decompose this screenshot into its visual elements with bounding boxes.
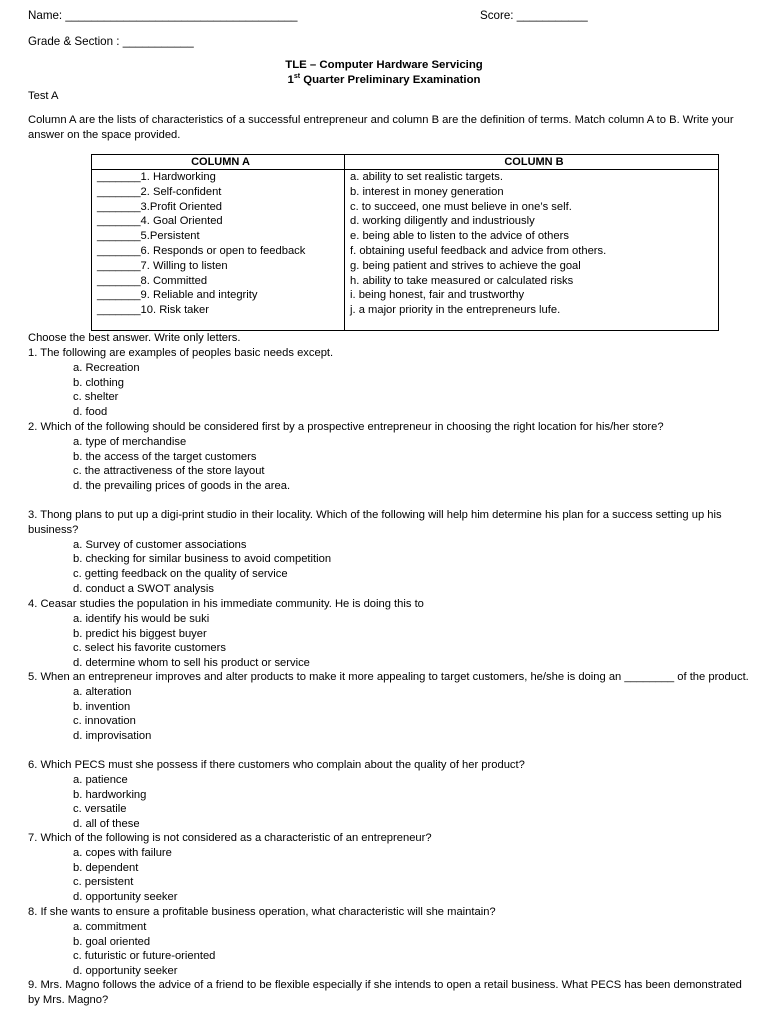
column-a-cell [92, 170, 345, 331]
table-header-row [92, 155, 719, 170]
answer-option: d. the prevailing prices of goods in the area. [73, 480, 291, 493]
column-b-item: f. obtaining useful feedback and advice from others. [350, 244, 607, 257]
answer-option: b. the access of the target customers [73, 450, 257, 463]
column-b-item: g. being patient and strives to achieve the goal [350, 259, 581, 272]
answer-option: a. commitment [73, 920, 147, 933]
table-body-row [92, 170, 719, 331]
answer-option: b. dependent [73, 861, 139, 874]
question-text: 5. When an entrepreneur improves and alter products to make it more appealing to target customers, he/she is doing an ________ of the product. [28, 671, 749, 683]
name-field-label: Name: ____________________________________ [28, 9, 298, 22]
answer-option: a. type of merchandise [73, 435, 187, 448]
answer-option: c. the attractiveness of the store layout [73, 465, 265, 478]
matching-table [91, 154, 719, 331]
column-a-header: COLUMN A [92, 155, 345, 170]
answer-option: d. opportunity seeker [73, 965, 178, 978]
answer-option: d. food [73, 406, 108, 419]
answer-option: b. hardworking [73, 788, 147, 801]
answer-option: c. innovation [73, 715, 136, 728]
answer-option: c. persistent [73, 876, 134, 889]
answer-option: c. futuristic or future-oriented [73, 950, 216, 963]
answer-option: a. patience [73, 773, 128, 786]
column-a-item: _______1. Hardworking [97, 171, 216, 183]
column-a-item: _______9. Reliable and integrity [97, 289, 258, 302]
column-b-item: j. a major priority in the entrepreneurs lufe. [350, 304, 561, 317]
question-text: 1. The following are examples of peoples basic needs except. [28, 347, 334, 359]
answer-option: b. clothing [73, 376, 124, 389]
answer-option: d. conduct a SWOT analysis [73, 583, 214, 595]
answer-option: c. select his favorite customers [73, 642, 226, 655]
column-b-item: i. being honest, fair and trustworthy [350, 289, 525, 302]
column-b-item: e. being able to listen to the advice of others [350, 230, 569, 243]
answer-option: b. goal oriented [73, 935, 151, 948]
column-b-cell [345, 170, 719, 331]
column-b-item: b. interest in money generation [350, 185, 504, 198]
answer-option: b. invention [73, 700, 131, 713]
answer-option: c. versatile [73, 803, 127, 816]
column-a-item: _______4. Goal Oriented [97, 215, 223, 228]
test-a-label: Test A [28, 90, 59, 102]
answer-option: a. alteration [73, 685, 132, 698]
score-field-label: Score: ___________ [480, 9, 588, 22]
test-a-instructions: Column A are the lists of characteristics of a successful entrepreneur and column B are the definition of terms. Match column A to B. Write your answer on the space provided. [28, 114, 734, 141]
answer-option: d. improvisation [73, 730, 152, 743]
column-a-item: _______8. Committed [97, 274, 208, 287]
column-b-item: a. ability to set realistic targets. [350, 171, 503, 183]
answer-option: a. identify his would be suki [73, 612, 210, 625]
test-b-instructions: Choose the best answer. Write only letters. [28, 332, 241, 344]
question-text: 8. If she wants to ensure a profitable business operation, what characteristic will she maintain? [28, 906, 496, 918]
exam-title: TLE – Computer Hardware Servicing [285, 59, 483, 71]
grade-section-label: Grade & Section : ___________ [28, 35, 194, 48]
column-a-item: _______10. Risk taker [97, 304, 209, 317]
question-text: 9. Mrs. Magno follows the advice of a friend to be flexible especially if she intends to open a retail business. What PECS has been demonstrated by Mrs. Magno? [28, 979, 742, 1006]
answer-option: b. predict his biggest buyer [73, 627, 207, 640]
column-a-item: _______7. Willing to listen [97, 259, 228, 272]
answer-option: c. getting feedback on the quality of service [73, 568, 288, 581]
answer-option: a. copes with failure [73, 846, 172, 859]
answer-option: b. checking for similar business to avoid competition [73, 553, 332, 566]
answer-option: c. shelter [73, 391, 119, 404]
answer-option: a. Survey of customer associations [73, 538, 247, 551]
column-a-item: _______2. Self-confident [97, 185, 222, 198]
question-text: 4. Ceasar studies the population in his immediate community. He is doing this to [28, 598, 424, 610]
column-a-item: _______5.Persistent [97, 230, 200, 243]
column-a-item: _______3.Profit Oriented [97, 200, 223, 213]
answer-option: a. Recreation [73, 361, 140, 374]
question-text: 6. Which PECS must she possess if there customers who complain about the quality of her product? [28, 759, 525, 771]
column-a-item: _______6. Responds or open to feedback [97, 244, 306, 257]
column-b-item: h. ability to take measured or calculated risks [350, 274, 574, 287]
column-b-item: c. to succeed, one must believe in one’s self. [350, 200, 572, 213]
question-text: 7. Which of the following is not considered as a characteristic of an entrepreneur? [28, 832, 432, 844]
column-b-item: d. working diligently and industriously [350, 215, 535, 228]
exam-subtitle: 1st Quarter Preliminary Examination [287, 73, 481, 86]
question-text: 3. Thong plans to put up a digi-print studio in their locality. Which of the following will help him determine his plan for a success setting up his business? [28, 509, 722, 536]
answer-option: d. opportunity seeker [73, 891, 178, 904]
column-b-header: COLUMN B [345, 155, 719, 170]
answer-option: d. determine whom to sell his product or service [73, 657, 310, 670]
answer-option: d. all of these [73, 818, 140, 831]
question-text: 2. Which of the following should be considered first by a prospective entrepreneur in choosing the right location for his/her store? [28, 421, 664, 433]
